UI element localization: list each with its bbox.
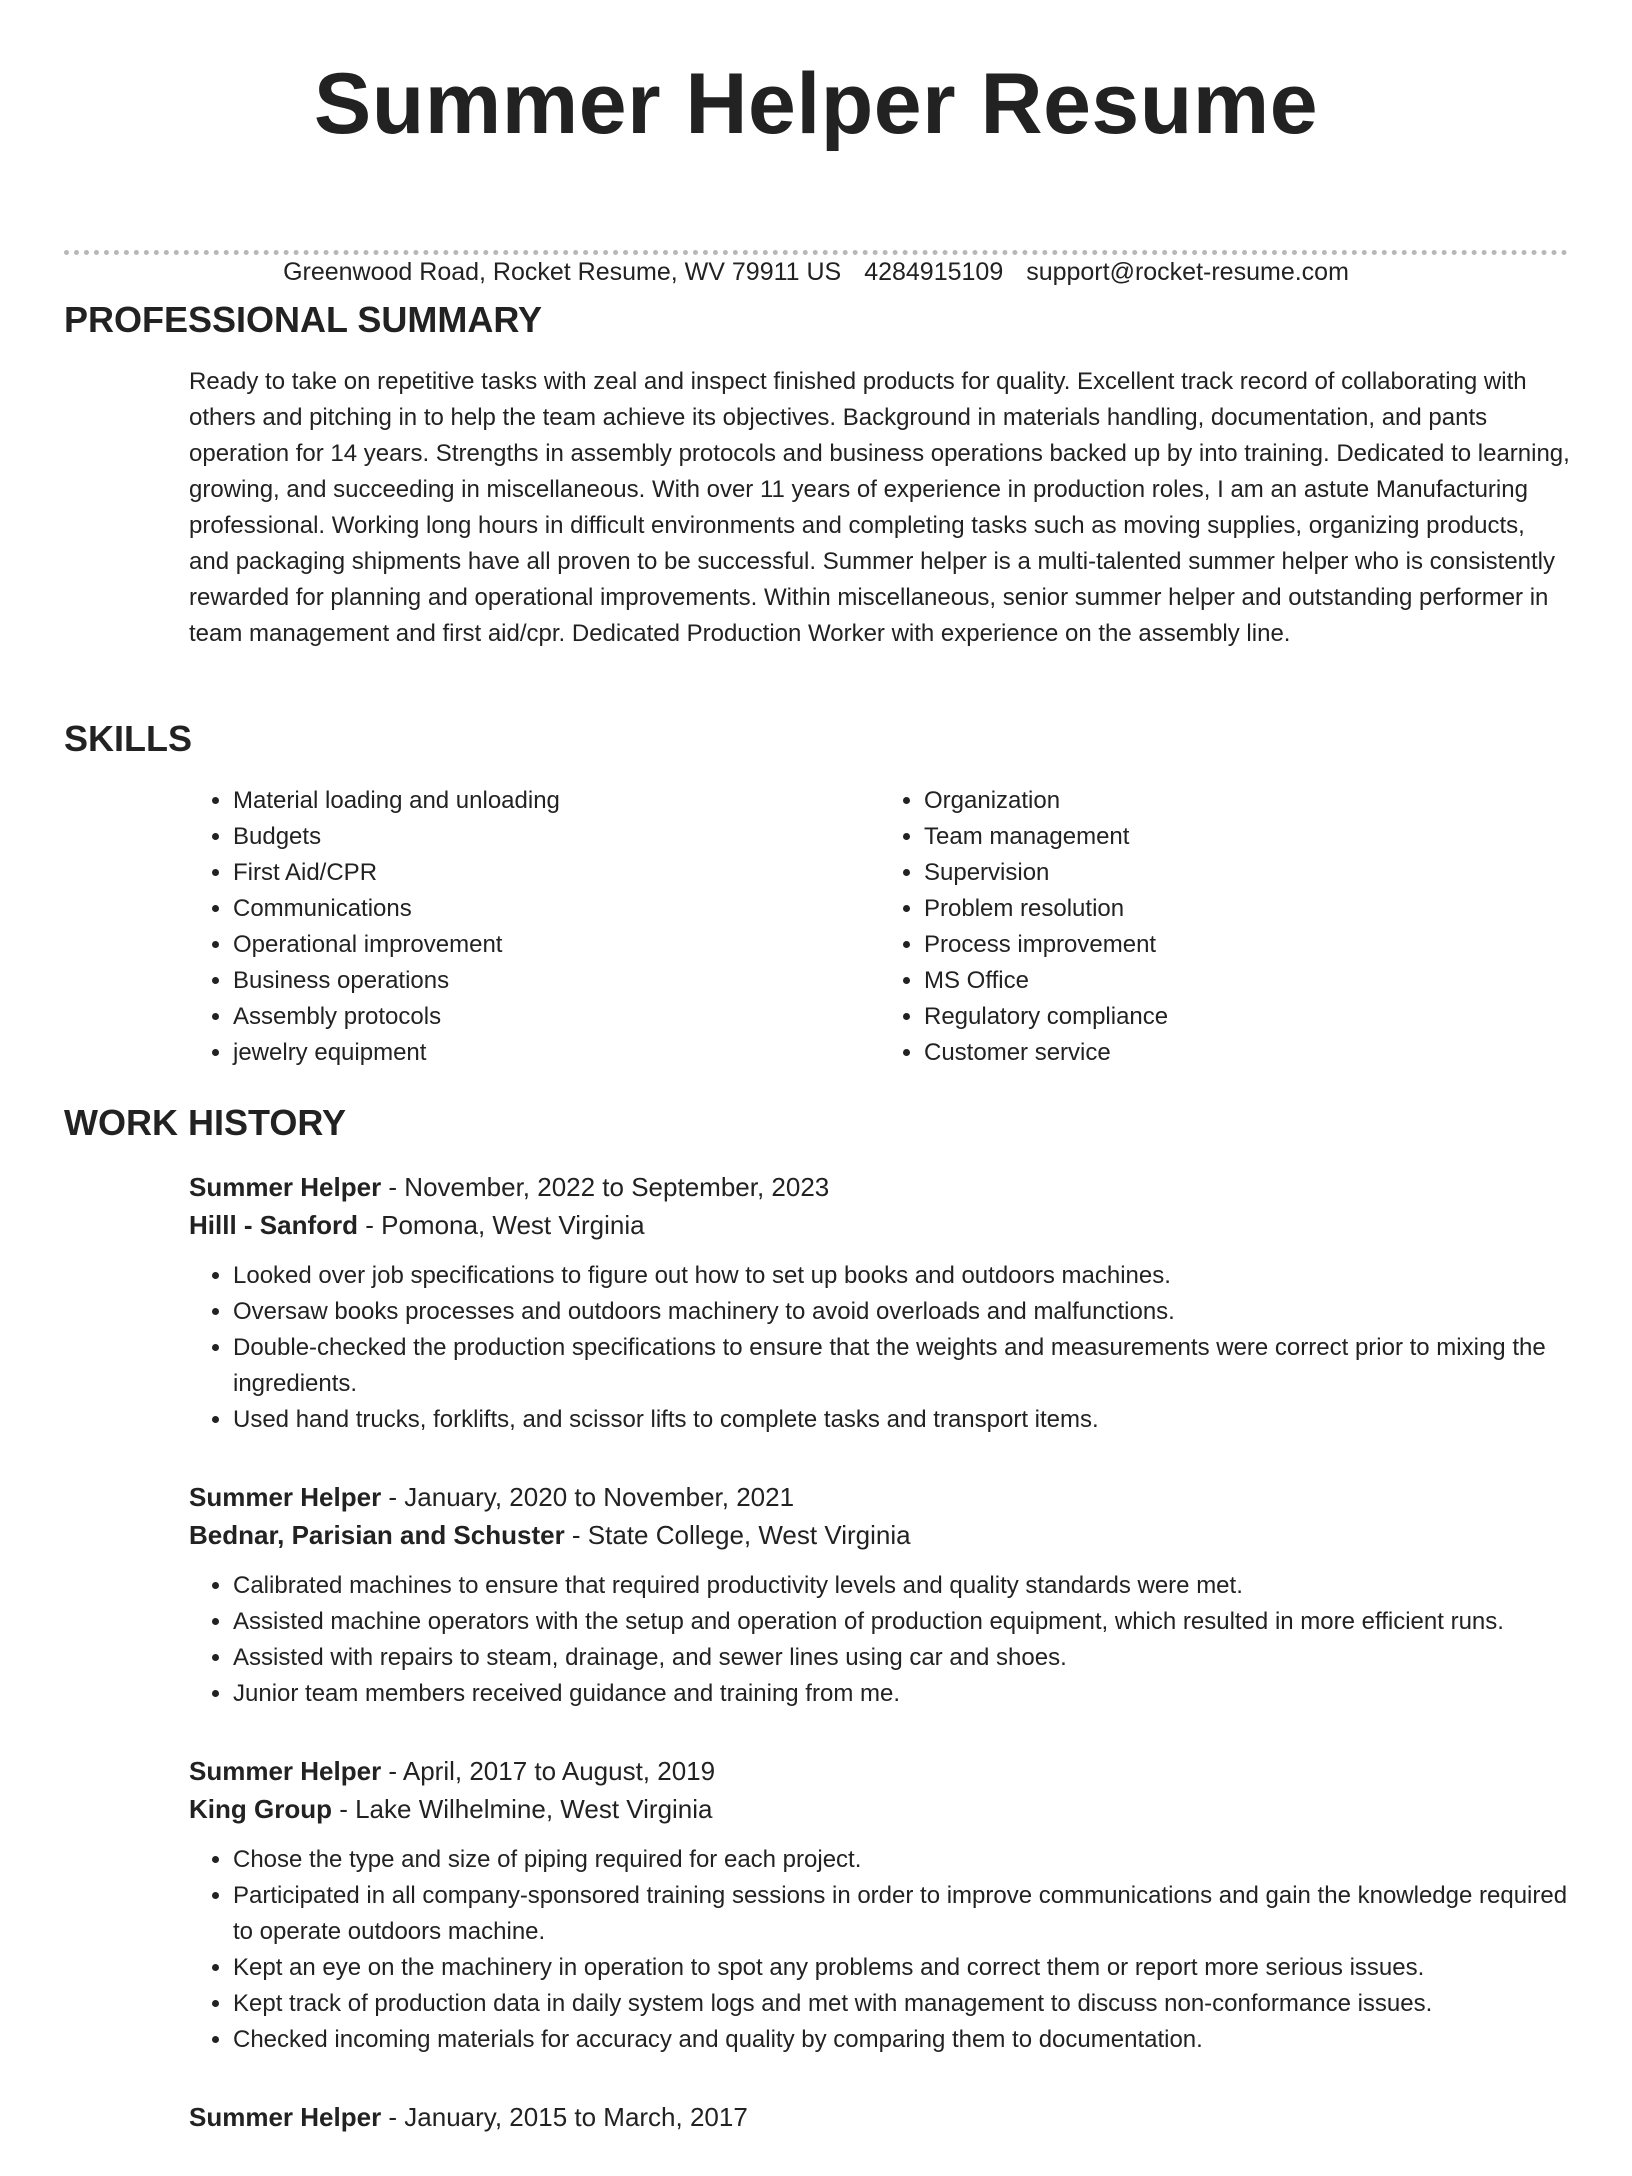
skills-column-left bbox=[189, 783, 880, 1071]
job-location: - Lake Wilhelmine, West Virginia bbox=[331, 1794, 713, 1824]
job-role: Summer Helper bbox=[189, 1756, 382, 1786]
skill-item: • Business operations bbox=[233, 963, 880, 999]
job-bullet: • Calibrated machines to ensure that required productivity levels and quality standards were met. bbox=[233, 1568, 1571, 1604]
job-bullet: • Chose the type and size of piping required for each project. bbox=[233, 1842, 1571, 1878]
job-dates: - January, 2020 to November, 2021 bbox=[381, 1482, 795, 1512]
skill-item: • Communications bbox=[233, 891, 880, 927]
skill-item: • Operational improvement bbox=[233, 927, 880, 963]
summary-text: Ready to take on repetitive tasks with zeal and inspect finished products for quality. Excellent track record of collaborating with others and pitching in to help the team achieve its objectives. Background in materials handling, documentation, and pants operation for 14 years. Strengths in assembly protocols and business operations backed up by into training. Dedicated to learning, growing, and succeeding in miscellaneous. With over 11 years of experience in production roles, I am an astute Manufacturing professional. Working long hours in difficult environments and completing tasks such as moving supplies, organizing products, and packaging shipments have all proven to be successful. Summer helper is a multi-talented summer helper who is consistently rewarded for planning and operational improvements. Within miscellaneous, senior summer helper and outstanding performer in team management and first aid/cpr. Dedicated Production Worker with experience on the assembly line. bbox=[189, 368, 1570, 647]
job-bullet: • Oversaw books processes and outdoors machinery to avoid overloads and malfunctions. bbox=[233, 1294, 1571, 1330]
skills-list bbox=[189, 783, 1571, 1071]
work-history-heading: WORK HISTORY bbox=[64, 1102, 347, 1143]
job-company: Hilll - Sanford bbox=[189, 1210, 358, 1240]
skill-item: • Assembly protocols bbox=[233, 999, 880, 1035]
work-history-list bbox=[189, 1168, 1571, 2176]
skill-item: • Customer service bbox=[924, 1035, 1571, 1071]
contact-email[interactable]: support@rocket-resume.com bbox=[1026, 258, 1349, 286]
job-company: Bednar, Parisian and Schuster bbox=[189, 1520, 565, 1550]
job-location: - Pomona, West Virginia bbox=[358, 1210, 645, 1240]
contact-phone: 4284915109 bbox=[864, 258, 1004, 286]
skill-item: • Team management bbox=[924, 819, 1571, 855]
job-bullets bbox=[189, 1568, 1571, 1712]
job-entry bbox=[189, 1478, 1571, 1712]
skill-item: • Problem resolution bbox=[924, 891, 1571, 927]
summary-heading: PROFESSIONAL SUMMARY bbox=[64, 299, 543, 340]
skills-heading: SKILLS bbox=[64, 718, 193, 759]
job-bullet: • Assisted machine operators with the setup and operation of production equipment, which resulted in more efficient runs. bbox=[233, 1604, 1571, 1640]
job-title-line bbox=[189, 1168, 1571, 1206]
contact-line bbox=[0, 256, 1632, 288]
job-company: King Group bbox=[189, 1794, 332, 1824]
job-company-line bbox=[189, 1206, 1571, 1244]
job-role: Summer Helper bbox=[189, 1172, 382, 1202]
skill-item: • First Aid/CPR bbox=[233, 855, 880, 891]
job-bullets bbox=[189, 1258, 1571, 1438]
job-entry bbox=[189, 1752, 1571, 2058]
skill-item: • jewelry equipment bbox=[233, 1035, 880, 1071]
job-dates: - November, 2022 to September, 2023 bbox=[381, 1172, 830, 1202]
job-location: - State College, West Virginia bbox=[564, 1520, 911, 1550]
job-dates: - April, 2017 to August, 2019 bbox=[381, 1756, 716, 1786]
job-entry bbox=[189, 2098, 1571, 2136]
skill-item: • Process improvement bbox=[924, 927, 1571, 963]
skill-item: • Supervision bbox=[924, 855, 1571, 891]
job-company-line bbox=[189, 1790, 1571, 1828]
job-bullet: • Junior team members received guidance and training from me. bbox=[233, 1676, 1571, 1712]
job-bullet: • Kept an eye on the machinery in operation to spot any problems and correct them or report more serious issues. bbox=[233, 1950, 1571, 1986]
job-bullet: • Used hand trucks, forklifts, and scissor lifts to complete tasks and transport items. bbox=[233, 1402, 1571, 1438]
job-bullet: • Participated in all company-sponsored training sessions in order to improve communications and gain the knowledge required to operate outdoors machine. bbox=[233, 1878, 1571, 1950]
job-company-line bbox=[189, 1516, 1571, 1554]
job-dates: - January, 2015 to March, 2017 bbox=[381, 2102, 748, 2132]
job-title-line bbox=[189, 2098, 1571, 2136]
job-role: Summer Helper bbox=[189, 2102, 382, 2132]
skills-column-right bbox=[880, 783, 1571, 1071]
job-entry bbox=[189, 1168, 1571, 1438]
header-divider bbox=[64, 250, 1568, 255]
skill-item: • Material loading and unloading bbox=[233, 783, 880, 819]
job-bullet: • Kept track of production data in daily system logs and met with management to discuss non-conformance issues. bbox=[233, 1986, 1571, 2022]
job-bullet: • Looked over job specifications to figure out how to set up books and outdoors machines. bbox=[233, 1258, 1571, 1294]
resume-title: Summer Helper Resume bbox=[313, 56, 1319, 152]
skill-item: • Budgets bbox=[233, 819, 880, 855]
contact-address: Greenwood Road, Rocket Resume, WV 79911 US bbox=[283, 258, 842, 286]
skill-item: • Regulatory compliance bbox=[924, 999, 1571, 1035]
job-role: Summer Helper bbox=[189, 1482, 382, 1512]
job-title-line bbox=[189, 1752, 1571, 1790]
job-bullet: • Double-checked the production specifications to ensure that the weights and measurements were correct prior to mixing the ingredients. bbox=[233, 1330, 1571, 1402]
skill-item: • MS Office bbox=[924, 963, 1571, 999]
job-bullet: • Assisted with repairs to steam, drainage, and sewer lines using car and shoes. bbox=[233, 1640, 1571, 1676]
job-bullet: • Checked incoming materials for accuracy and quality by comparing them to documentation. bbox=[233, 2022, 1571, 2058]
job-bullets bbox=[189, 1842, 1571, 2058]
skill-item: • Organization bbox=[924, 783, 1571, 819]
job-title-line bbox=[189, 1478, 1571, 1516]
